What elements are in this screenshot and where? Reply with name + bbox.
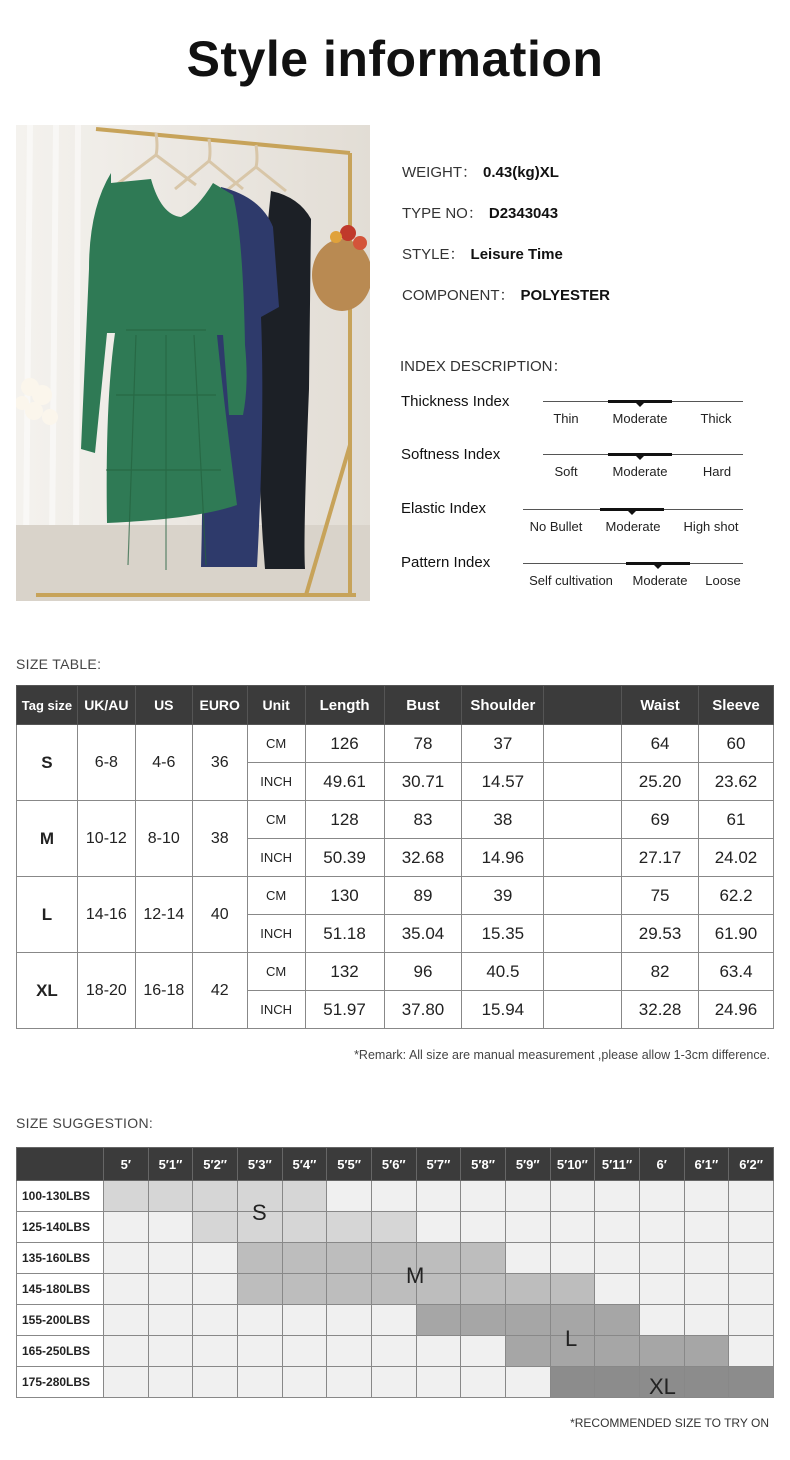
- measure-cell: 32.68: [384, 839, 462, 877]
- measure-cell: 62.2: [699, 877, 774, 915]
- index-description-heading: INDEX DESCRIPTION：: [400, 358, 568, 375]
- product-photo: [16, 125, 370, 601]
- unit-cell: CM: [247, 953, 305, 991]
- pattern-option-self-cultivation: Self cultivation: [529, 573, 613, 588]
- suggestion-cell: [237, 1305, 282, 1336]
- measure-cell: 15.35: [462, 915, 544, 953]
- spec-component: COMPONENT： POLYESTER: [402, 287, 610, 304]
- elastic-pointer-icon: [628, 511, 636, 515]
- measure-cell: 82: [622, 953, 699, 991]
- measure-cell: 64: [622, 725, 699, 763]
- suggestion-cell: [550, 1274, 595, 1305]
- measure-cell: 130: [305, 877, 384, 915]
- col-header-sleeve: Sleeve: [699, 686, 774, 725]
- col-header-euro: EURO: [192, 686, 247, 725]
- measure-cell: 89: [384, 877, 462, 915]
- measure-cell: 39: [462, 877, 544, 915]
- thickness-pointer-icon: [636, 403, 644, 407]
- suggestion-cell: [104, 1274, 149, 1305]
- measure-cell: 63.4: [699, 953, 774, 991]
- suggestion-cell: [729, 1305, 774, 1336]
- suggestion-cell: [148, 1243, 193, 1274]
- measure-cell: 37: [462, 725, 544, 763]
- measure-cell: [544, 915, 622, 953]
- softness-index: [401, 446, 761, 496]
- size-zone-label-s: S: [252, 1200, 267, 1225]
- suggestion-cell: [371, 1367, 416, 1398]
- suggestion-cell: [461, 1336, 506, 1367]
- suggestion-cell: [327, 1274, 372, 1305]
- height-header-cell: 5′11″: [595, 1148, 640, 1181]
- suggestion-cell: [595, 1305, 640, 1336]
- weight-row: [17, 1212, 774, 1243]
- suggestion-cell: [550, 1212, 595, 1243]
- height-header-row: [17, 1148, 774, 1181]
- unit-cell: INCH: [247, 839, 305, 877]
- measure-cell: 25.20: [622, 763, 699, 801]
- pattern-index-label: Pattern Index: [401, 554, 491, 571]
- suggestion-cell: [729, 1336, 774, 1367]
- measure-cell: 32.28: [622, 991, 699, 1029]
- suggestion-cell: [327, 1181, 372, 1212]
- col-header-us: US: [135, 686, 192, 725]
- measure-cell: 27.17: [622, 839, 699, 877]
- measure-cell: [544, 953, 622, 991]
- weight-row: [17, 1336, 774, 1367]
- suggestion-cell: [193, 1212, 238, 1243]
- suggestion-cell: [327, 1305, 372, 1336]
- suggestion-cell: [327, 1336, 372, 1367]
- measure-cell: 96: [384, 953, 462, 991]
- suggestion-cell: [282, 1181, 327, 1212]
- pattern-option-loose: Loose: [705, 573, 741, 588]
- measure-cell: 61.90: [699, 915, 774, 953]
- suggestion-cell: [461, 1212, 506, 1243]
- softness-index-label: Softness Index: [401, 446, 501, 463]
- tag-size-cell: L: [17, 877, 78, 953]
- uk-au-cell: 10-12: [77, 801, 135, 877]
- size-suggestion-heading: SIZE SUGGESTION:: [16, 1115, 154, 1131]
- size-table-remark: *Remark: All size are manual measurement ,please allow 1-3cm difference.: [354, 1048, 770, 1062]
- unit-cell: CM: [247, 801, 305, 839]
- elastic-option-high-shot: High shot: [683, 519, 739, 534]
- suggestion-cell: [505, 1305, 550, 1336]
- measure-cell: 60: [699, 725, 774, 763]
- suggestion-cell: [505, 1243, 550, 1274]
- suggestion-cell: [237, 1336, 282, 1367]
- measure-cell: 24.02: [699, 839, 774, 877]
- suggestion-cell: [327, 1212, 372, 1243]
- measure-cell: 23.62: [699, 763, 774, 801]
- measure-cell: [544, 991, 622, 1029]
- weight-label-cell: 100-130LBS: [17, 1181, 104, 1212]
- thickness-index-label: Thickness Index: [401, 393, 510, 410]
- suggestion-cell: [729, 1212, 774, 1243]
- us-cell: 4-6: [135, 725, 192, 801]
- thickness-index: [401, 393, 761, 443]
- measure-cell: 29.53: [622, 915, 699, 953]
- measure-cell: 51.97: [305, 991, 384, 1029]
- suggestion-cell: [193, 1305, 238, 1336]
- suggestion-cell: [550, 1367, 595, 1398]
- suggestion-cell: [416, 1181, 461, 1212]
- suggestion-cell: [595, 1243, 640, 1274]
- unit-cell: INCH: [247, 991, 305, 1029]
- tag-size-cell: S: [17, 725, 78, 801]
- spec-weight: WEIGHT： 0.43(kg)XL: [402, 164, 559, 181]
- suggestion-cell: [639, 1243, 684, 1274]
- suggestion-cell: [282, 1336, 327, 1367]
- size-suggestion-grid: [16, 1147, 774, 1398]
- suggestion-cell: [148, 1367, 193, 1398]
- weight-label-cell: 155-200LBS: [17, 1305, 104, 1336]
- suggestion-cell: [639, 1274, 684, 1305]
- suggestion-cell: [684, 1181, 729, 1212]
- measure-cell: [544, 877, 622, 915]
- measure-cell: 61: [699, 801, 774, 839]
- weight-row: [17, 1243, 774, 1274]
- suggestion-cell: [148, 1305, 193, 1336]
- height-header-cell: 5′5″: [327, 1148, 372, 1181]
- suggestion-cell: [282, 1243, 327, 1274]
- col-header-bust: Bust: [384, 686, 462, 725]
- measure-cell: 78: [384, 725, 462, 763]
- size-suggestion-footnote: *RECOMMENDED SIZE TO TRY ON: [570, 1416, 769, 1430]
- us-cell: 12-14: [135, 877, 192, 953]
- height-header-cell: 5′1″: [148, 1148, 193, 1181]
- elastic-option-no-bullet: No Bullet: [529, 519, 583, 534]
- height-header-cell: 5′6″: [371, 1148, 416, 1181]
- suggestion-cell: [237, 1367, 282, 1398]
- col-header-blank: [544, 686, 622, 725]
- suggestion-cell: [729, 1367, 774, 1398]
- suggestion-cell: [505, 1336, 550, 1367]
- thickness-option-thin: Thin: [553, 411, 579, 426]
- suggestion-cell: [104, 1367, 149, 1398]
- suggestion-cell: [416, 1336, 461, 1367]
- measure-cell: 38: [462, 801, 544, 839]
- size-row-cm: [17, 877, 774, 915]
- height-header-cell: 5′10″: [550, 1148, 595, 1181]
- thickness-option-moderate: Moderate: [612, 411, 668, 426]
- suggestion-cell: [595, 1212, 640, 1243]
- euro-cell: 42: [192, 953, 247, 1029]
- suggestion-cell: [461, 1181, 506, 1212]
- suggestion-cell: [684, 1212, 729, 1243]
- euro-cell: 38: [192, 801, 247, 877]
- suggestion-cell: [729, 1274, 774, 1305]
- suggestion-cell: [148, 1274, 193, 1305]
- measure-cell: 15.94: [462, 991, 544, 1029]
- suggestion-cell: [639, 1336, 684, 1367]
- measure-cell: 75: [622, 877, 699, 915]
- suggestion-cell: [639, 1181, 684, 1212]
- softness-option-soft: Soft: [554, 464, 578, 479]
- suggestion-cell: [237, 1243, 282, 1274]
- measure-cell: 50.39: [305, 839, 384, 877]
- weight-label-cell: 145-180LBS: [17, 1274, 104, 1305]
- suggestion-cell: [148, 1181, 193, 1212]
- height-header-cell: 5′8″: [461, 1148, 506, 1181]
- weight-label-cell: 165-250LBS: [17, 1336, 104, 1367]
- size-zone-label-xl: XL: [649, 1374, 676, 1399]
- spec-style: STYLE： Leisure Time: [402, 246, 563, 263]
- height-header-cell: 5′4″: [282, 1148, 327, 1181]
- weight-label-cell: 125-140LBS: [17, 1212, 104, 1243]
- unit-cell: INCH: [247, 915, 305, 953]
- suggestion-cell: [416, 1367, 461, 1398]
- measure-cell: [544, 763, 622, 801]
- measure-cell: 24.96: [699, 991, 774, 1029]
- col-header-uk-au: UK/AU: [77, 686, 135, 725]
- measure-cell: [544, 801, 622, 839]
- suggestion-cell: [729, 1243, 774, 1274]
- suggestion-cell: [595, 1336, 640, 1367]
- size-table-header-row: [17, 686, 774, 725]
- suggestion-cell: [193, 1181, 238, 1212]
- uk-au-cell: 14-16: [77, 877, 135, 953]
- suggestion-cell: [595, 1274, 640, 1305]
- suggestion-cell: [327, 1367, 372, 1398]
- suggestion-cell: [505, 1367, 550, 1398]
- page-title: Style information: [186, 31, 604, 87]
- suggestion-cell: [505, 1274, 550, 1305]
- suggestion-cell: [461, 1274, 506, 1305]
- unit-cell: INCH: [247, 763, 305, 801]
- suggestion-cell: [684, 1274, 729, 1305]
- suggestion-cell: [282, 1367, 327, 1398]
- suggestion-cell: [104, 1305, 149, 1336]
- grid-corner-cell: [17, 1148, 104, 1181]
- thickness-option-thick: Thick: [700, 411, 732, 426]
- measure-cell: 40.5: [462, 953, 544, 991]
- uk-au-cell: 6-8: [77, 725, 135, 801]
- suggestion-cell: [416, 1305, 461, 1336]
- measure-cell: 83: [384, 801, 462, 839]
- size-row-cm: [17, 801, 774, 839]
- suggestion-cell: [282, 1305, 327, 1336]
- suggestion-cell: [595, 1367, 640, 1398]
- suggestion-cell: [684, 1336, 729, 1367]
- suggestion-cell: [684, 1367, 729, 1398]
- us-cell: 16-18: [135, 953, 192, 1029]
- unit-cell: CM: [247, 877, 305, 915]
- measure-cell: 37.80: [384, 991, 462, 1029]
- measure-cell: 126: [305, 725, 384, 763]
- measure-cell: [544, 839, 622, 877]
- suggestion-cell: [237, 1274, 282, 1305]
- tag-size-cell: M: [17, 801, 78, 877]
- suggestion-cell: [282, 1274, 327, 1305]
- size-table-heading: SIZE TABLE:: [16, 656, 102, 672]
- measure-cell: 132: [305, 953, 384, 991]
- col-header-waist: Waist: [622, 686, 699, 725]
- measure-cell: 14.57: [462, 763, 544, 801]
- suggestion-cell: [550, 1243, 595, 1274]
- weight-row: [17, 1181, 774, 1212]
- suggestion-cell: [461, 1243, 506, 1274]
- tag-size-cell: XL: [17, 953, 78, 1029]
- elastic-option-moderate: Moderate: [605, 519, 661, 534]
- suggestion-cell: [371, 1181, 416, 1212]
- suggestion-cell: [148, 1336, 193, 1367]
- elastic-index: [401, 500, 761, 550]
- measure-cell: 49.61: [305, 763, 384, 801]
- dress-rack-illustration: [16, 125, 370, 601]
- suggestion-cell: [193, 1274, 238, 1305]
- suggestion-cell: [193, 1336, 238, 1367]
- suggestion-cell: [416, 1212, 461, 1243]
- measure-cell: 14.96: [462, 839, 544, 877]
- suggestion-cell: [729, 1181, 774, 1212]
- measure-cell: 30.71: [384, 763, 462, 801]
- suggestion-cell: [505, 1181, 550, 1212]
- height-header-cell: 5′9″: [505, 1148, 550, 1181]
- unit-cell: CM: [247, 725, 305, 763]
- suggestion-cell: [104, 1243, 149, 1274]
- suggestion-cell: [371, 1212, 416, 1243]
- suggestion-cell: [371, 1305, 416, 1336]
- suggestion-cell: [684, 1305, 729, 1336]
- weight-row: [17, 1274, 774, 1305]
- suggestion-cell: [595, 1181, 640, 1212]
- softness-option-hard: Hard: [702, 464, 732, 479]
- suggestion-cell: [639, 1305, 684, 1336]
- suggestion-cell: [550, 1181, 595, 1212]
- height-header-cell: 5′: [104, 1148, 149, 1181]
- measure-cell: [544, 725, 622, 763]
- col-header-length: Length: [305, 686, 384, 725]
- elastic-index-label: Elastic Index: [401, 500, 487, 517]
- col-header-tag-size: Tag size: [17, 686, 78, 725]
- suggestion-cell: [193, 1367, 238, 1398]
- size-zone-label-l: L: [565, 1326, 578, 1351]
- weight-label-cell: 175-280LBS: [17, 1367, 104, 1398]
- measure-cell: 69: [622, 801, 699, 839]
- suggestion-cell: [371, 1336, 416, 1367]
- us-cell: 8-10: [135, 801, 192, 877]
- measure-cell: 128: [305, 801, 384, 839]
- pattern-option-moderate: Moderate: [632, 573, 688, 588]
- spec-type-no: TYPE NO： D2343043: [402, 205, 559, 222]
- height-header-cell: 6′: [639, 1148, 684, 1181]
- pattern-index: [401, 554, 761, 604]
- suggestion-cell: [148, 1212, 193, 1243]
- softness-pointer-icon: [636, 456, 644, 460]
- height-header-cell: 6′1″: [684, 1148, 729, 1181]
- euro-cell: 36: [192, 725, 247, 801]
- suggestion-cell: [461, 1305, 506, 1336]
- suggestion-cell: [461, 1367, 506, 1398]
- height-header-cell: 5′7″: [416, 1148, 461, 1181]
- size-row-cm: [17, 953, 774, 991]
- height-header-cell: 5′3″: [237, 1148, 282, 1181]
- weight-label-cell: 135-160LBS: [17, 1243, 104, 1274]
- suggestion-cell: [505, 1212, 550, 1243]
- height-header-cell: 5′2″: [193, 1148, 238, 1181]
- suggestion-cell: [684, 1243, 729, 1274]
- suggestion-cell: [193, 1243, 238, 1274]
- size-zone-label-m: M: [406, 1263, 425, 1288]
- measure-cell: 51.18: [305, 915, 384, 953]
- weight-row: [17, 1305, 774, 1336]
- pattern-pointer-icon: [654, 565, 662, 569]
- suggestion-cell: [104, 1181, 149, 1212]
- size-row-cm: [17, 725, 774, 763]
- measure-cell: 35.04: [384, 915, 462, 953]
- suggestion-cell: [327, 1243, 372, 1274]
- euro-cell: 40: [192, 877, 247, 953]
- suggestion-cell: [104, 1336, 149, 1367]
- col-header-unit: Unit: [247, 686, 305, 725]
- suggestion-cell: [639, 1212, 684, 1243]
- col-header-shoulder: Shoulder: [462, 686, 544, 725]
- uk-au-cell: 18-20: [77, 953, 135, 1029]
- suggestion-cell: [104, 1212, 149, 1243]
- size-table: [16, 685, 774, 1029]
- height-header-cell: 6′2″: [729, 1148, 774, 1181]
- suggestion-cell: [282, 1212, 327, 1243]
- softness-option-moderate: Moderate: [612, 464, 668, 479]
- spec-list: [402, 163, 610, 327]
